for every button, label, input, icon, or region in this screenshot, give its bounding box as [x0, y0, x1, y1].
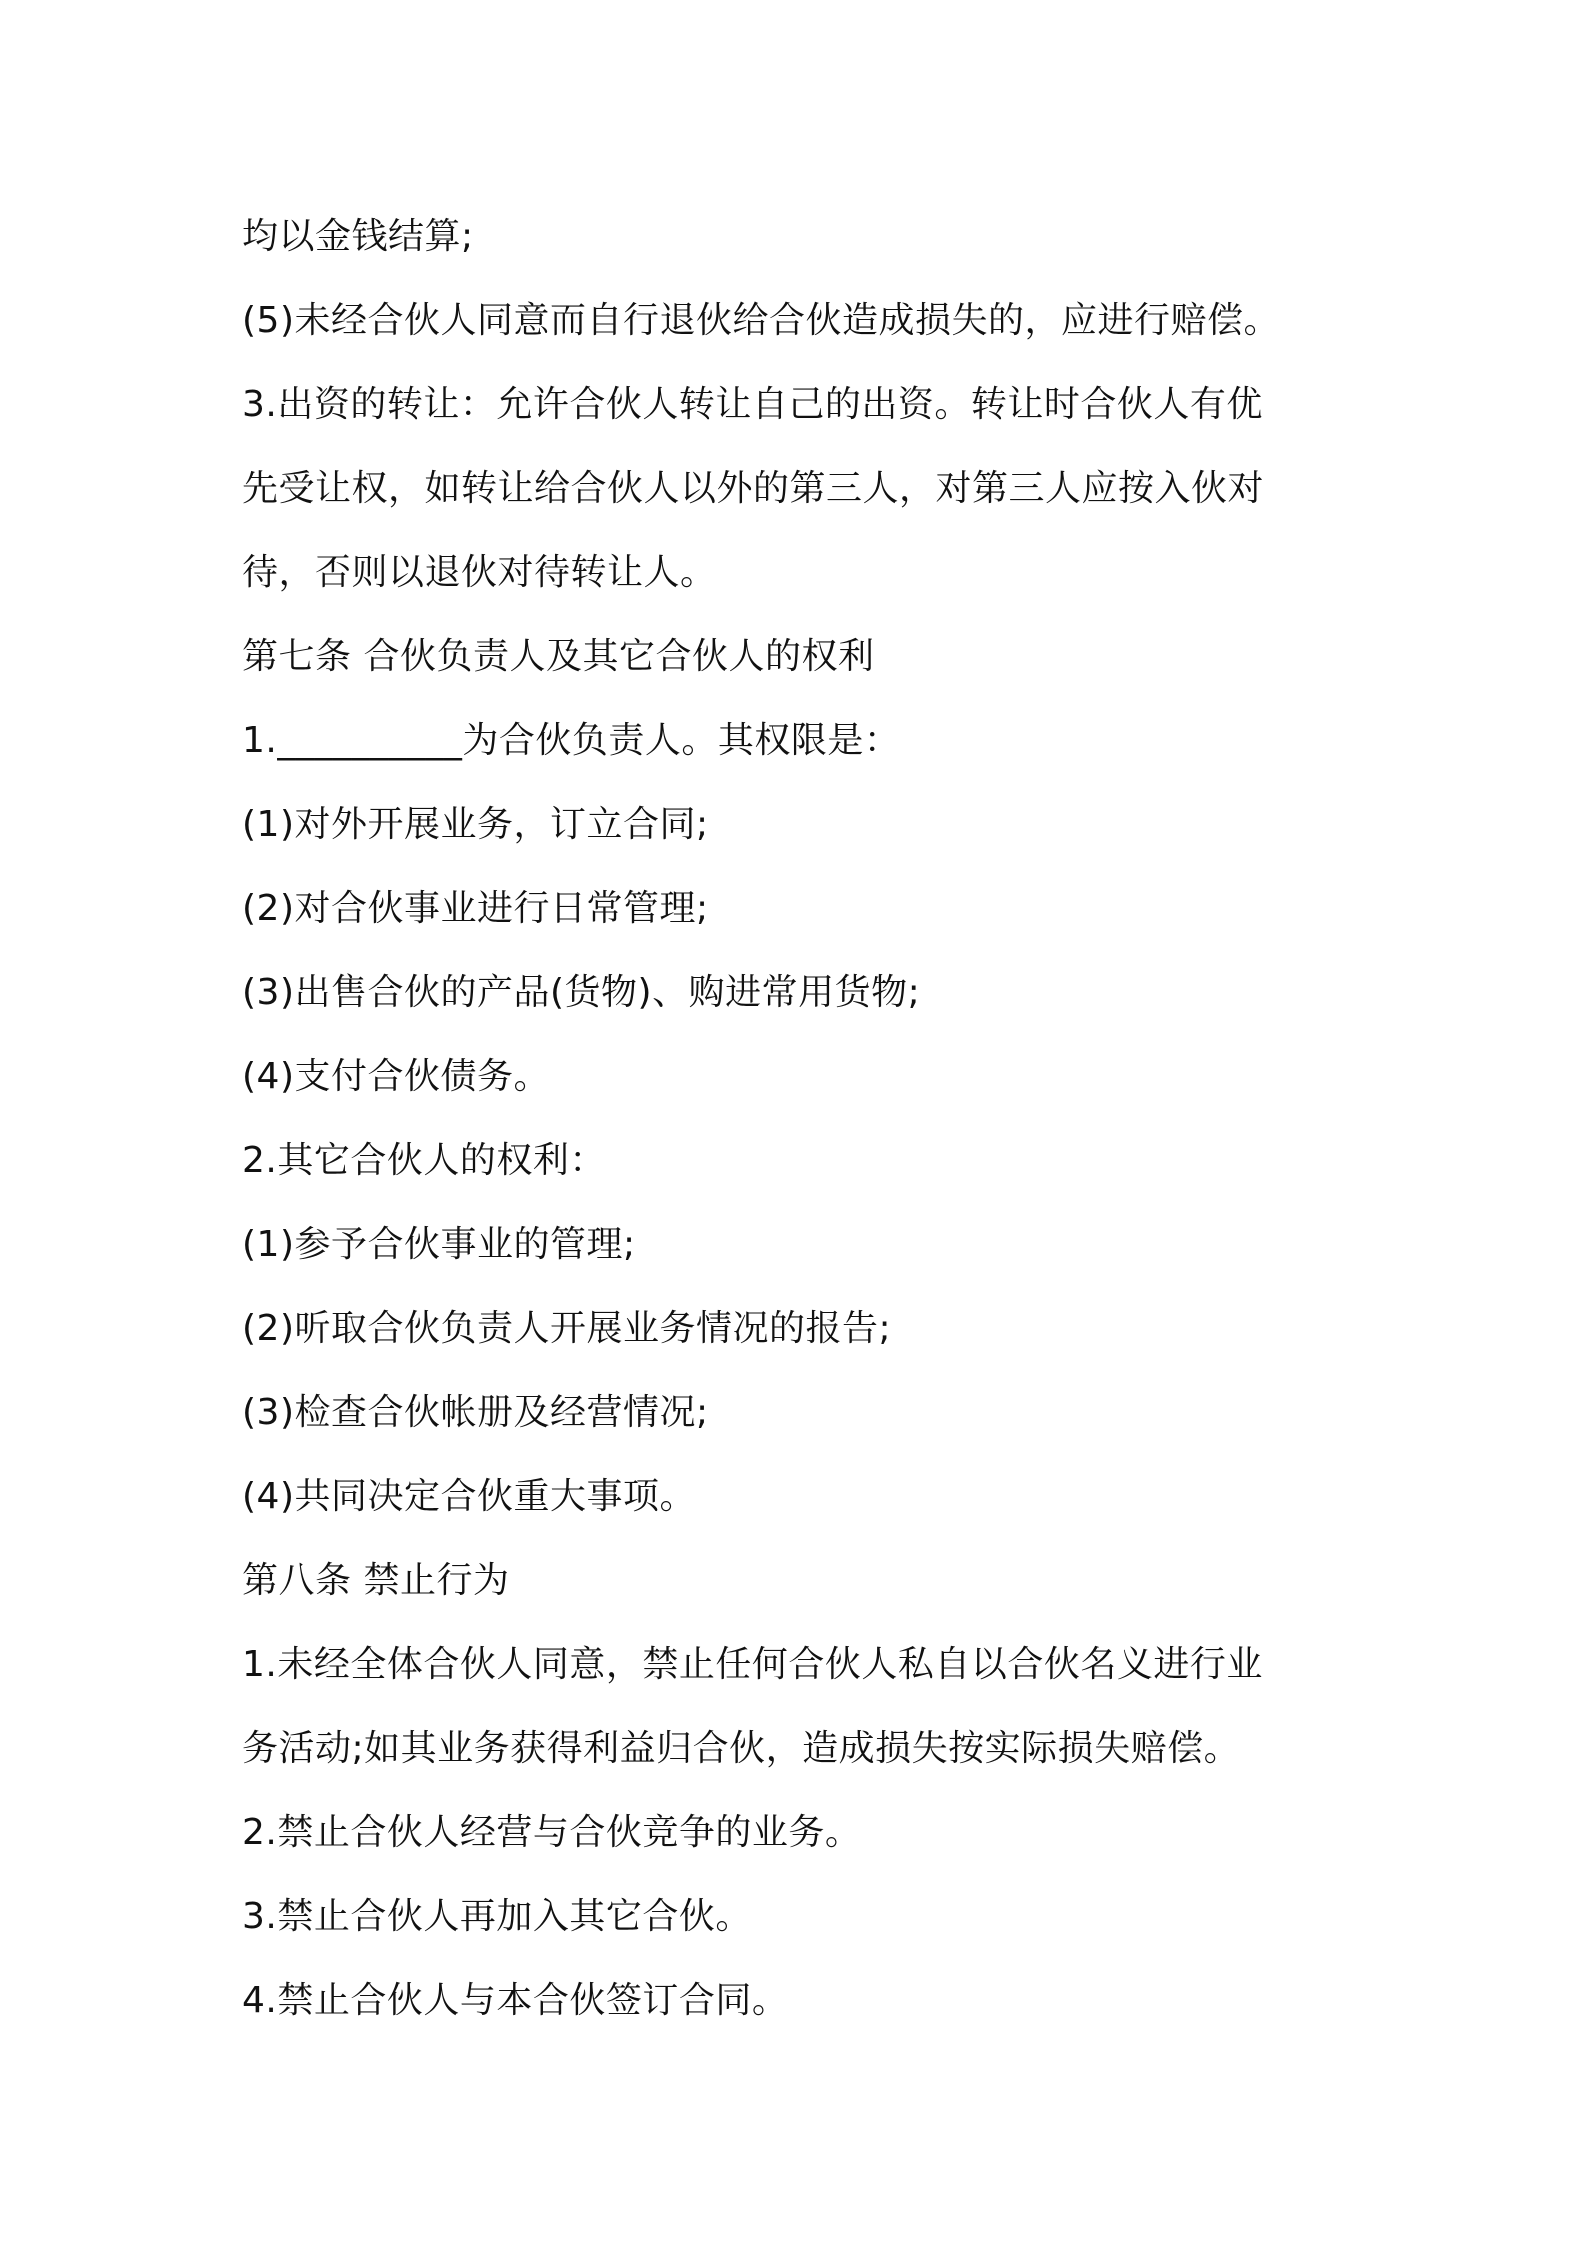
text-line: 3.出资的转让：允许合伙人转让自己的出资。转让时合伙人有优	[242, 384, 1263, 425]
text-line: 3.禁止合伙人再加入其它合伙。	[242, 1896, 752, 1937]
list-item: (3)出售合伙的产品(货物)、购进常用货物;	[242, 972, 921, 1013]
section-heading: 第八条 禁止行为	[242, 1560, 510, 1601]
text-line: 1.__________为合伙负责人。其权限是：	[242, 720, 901, 761]
text-line: 2.其它合伙人的权利：	[242, 1140, 606, 1181]
list-item: (1)对外开展业务，订立合同;	[242, 804, 709, 845]
text-line: (5)未经合伙人同意而自行退伙给合伙造成损失的，应进行赔偿。	[242, 300, 1280, 341]
text-line: 待，否则以退伙对待转让人。	[242, 552, 717, 593]
list-item: (3)检查合伙帐册及经营情况;	[242, 1392, 709, 1433]
list-item: (2)听取合伙负责人开展业务情况的报告;	[242, 1308, 892, 1349]
text-line: 务活动;如其业务获得利益归合伙，造成损失按实际损失赔偿。	[242, 1728, 1241, 1769]
text-line: 1.未经全体合伙人同意，禁止任何合伙人私自以合伙名义进行业	[242, 1644, 1263, 1685]
section-heading: 第七条 合伙负责人及其它合伙人的权利	[242, 636, 875, 677]
text-line: 先受让权，如转让给合伙人以外的第三人，对第三人应按入伙对	[242, 468, 1265, 509]
document-body	[242, 195, 1362, 2043]
list-item: (1)参予合伙事业的管理;	[242, 1224, 636, 1265]
list-item: (4)支付合伙债务。	[242, 1056, 550, 1097]
text-line: 4.禁止合伙人与本合伙签订合同。	[242, 1980, 789, 2021]
list-item: (2)对合伙事业进行日常管理;	[242, 888, 709, 929]
text-line: 2.禁止合伙人经营与合伙竞争的业务。	[242, 1812, 862, 1853]
text-line: 均以金钱结算;	[242, 216, 474, 257]
list-item: (4)共同决定合伙重大事项。	[242, 1476, 696, 1517]
